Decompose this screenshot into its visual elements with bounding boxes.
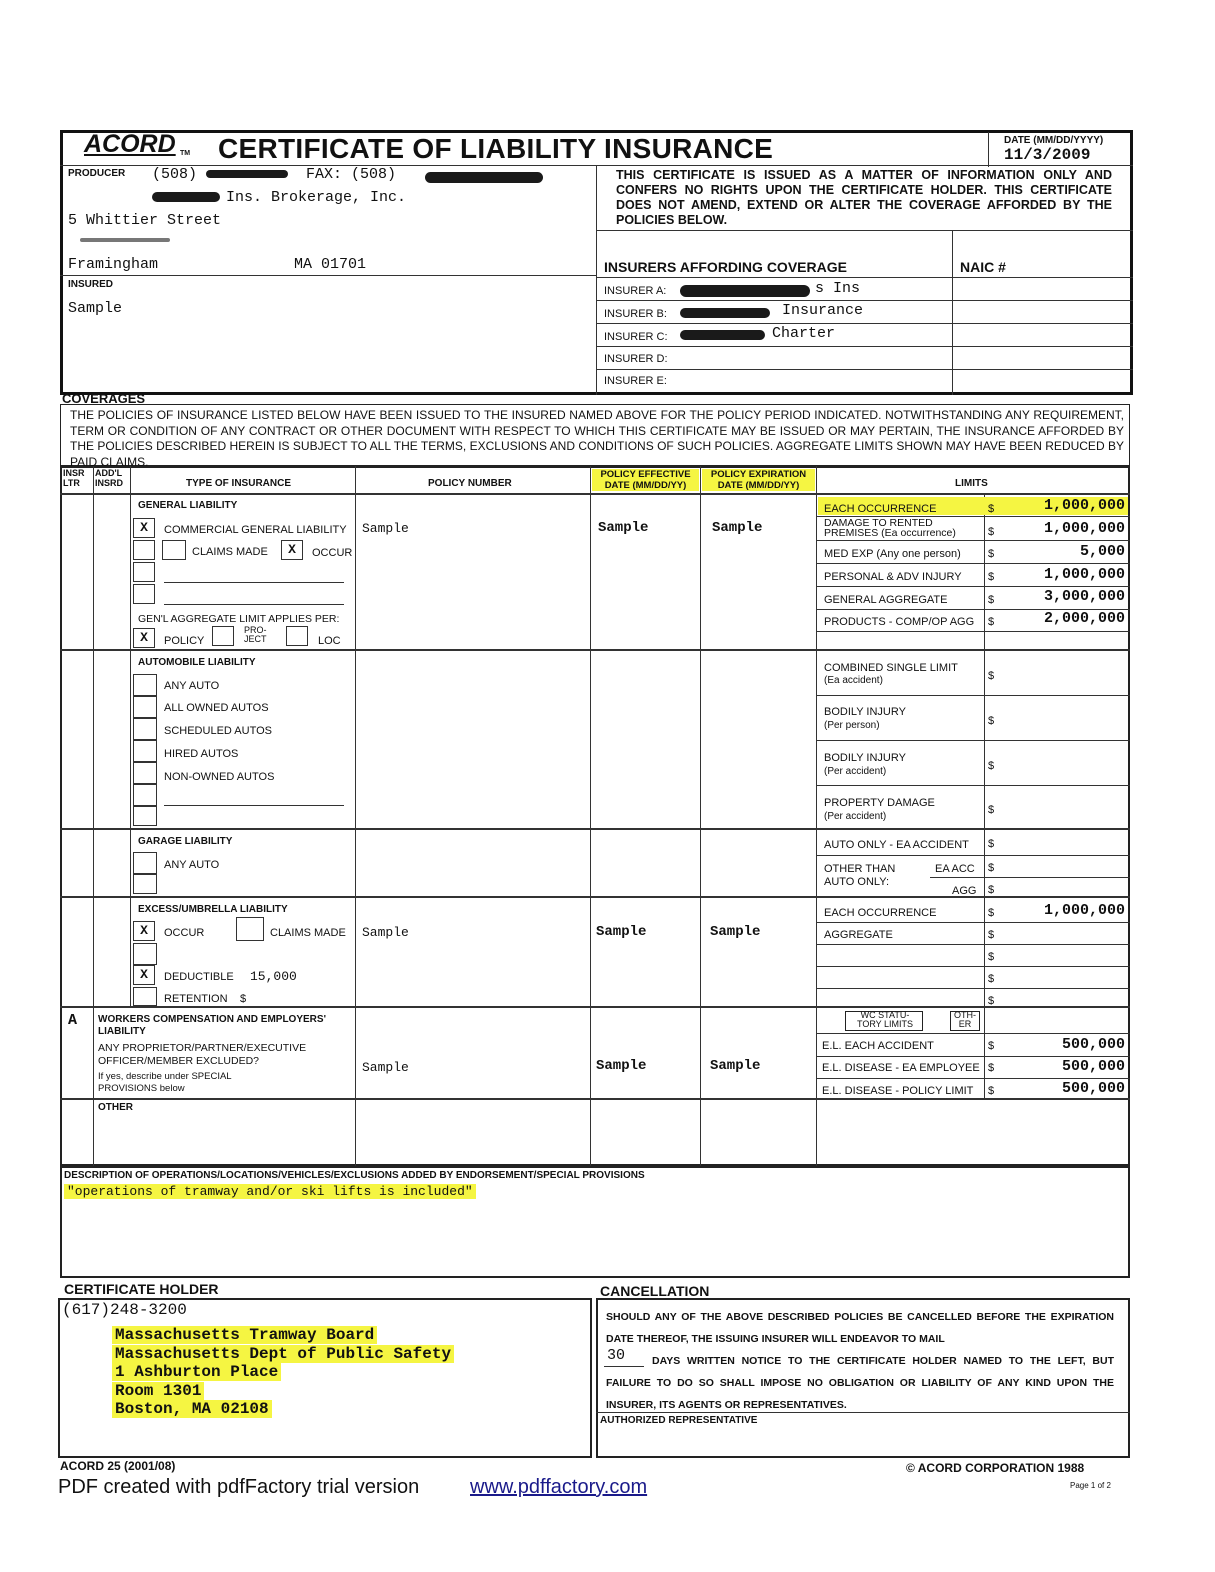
description-text: "operations of tramway and/or ski lifts is included" — [64, 1184, 476, 1199]
auto-limit-4-sub: (Per accident) — [824, 811, 887, 822]
pdf-factory-text: PDF created with pdfFactory trial version — [58, 1476, 420, 1498]
gl-limit-label-3: MED EXP (Any one person) — [824, 548, 961, 560]
garage-blank-checkbox[interactable] — [133, 874, 157, 894]
wc-other: OTH-ER — [954, 1010, 976, 1029]
auto-item-2: ALL OWNED AUTOS — [164, 702, 269, 714]
pdf-factory-link[interactable]: www.pdffactory.com — [470, 1476, 648, 1498]
holder-line-1: Massachusetts Tramway Board — [112, 1326, 377, 1344]
gl-limit-label-2: DAMAGE TO RENTED PREMISES (Ea occurrence) — [824, 517, 956, 539]
wc-question: ANY PROPRIETOR/PARTNER/EXECUTIVE OFFICER/MEMBER EXCLUDED? — [98, 1042, 307, 1067]
wc-heading: WORKERS COMPENSATION AND EMPLOYERS' LIABILITY — [98, 1014, 326, 1037]
garage-any-auto-checkbox[interactable] — [133, 852, 157, 874]
gl-dollar-4: $ — [988, 571, 995, 583]
col-type: TYPE OF INSURANCE — [186, 478, 292, 489]
cgl-checkbox[interactable]: X — [133, 518, 155, 538]
coverages-label: COVERAGES — [62, 391, 146, 406]
garage-agg: AGG — [952, 885, 977, 897]
producer-street: 5 Whittier Street — [68, 212, 222, 229]
wc-if-yes: If yes, describe under SPECIAL PROVISIONS below — [98, 1071, 232, 1094]
insurer-c-label: INSURER C: — [604, 331, 668, 343]
insurer-b-name: Insurance — [782, 302, 864, 319]
auto-item-1: ANY AUTO — [164, 680, 220, 692]
gl-dollar-6: $ — [988, 616, 995, 628]
holder-label: CERTIFICATE HOLDER — [64, 1281, 219, 1297]
retention-checkbox[interactable] — [133, 987, 157, 1006]
gl-agg-applies: GEN'L AGGREGATE LIMIT APPLIES PER: — [138, 613, 340, 625]
claims-made-label: CLAIMS MADE — [192, 546, 268, 558]
project-label: PRO-JECT — [244, 625, 267, 644]
acord-logo: ACORD — [84, 130, 176, 158]
policy-label: POLICY — [164, 635, 205, 647]
gl-blank-checkbox-3[interactable] — [133, 584, 155, 604]
wc-insurer-letter: A — [68, 1012, 78, 1029]
page-title: CERTIFICATE OF LIABILITY INSURANCE — [218, 133, 774, 164]
deductible-label: DEDUCTIBLE — [164, 971, 234, 983]
auto-limit-2: BODILY INJURY — [824, 706, 906, 718]
umbrella-aggregate: AGGREGATE — [824, 929, 893, 941]
insurer-b-label: INSURER B: — [604, 308, 667, 320]
gl-dollar-2: $ — [988, 526, 995, 538]
cancellation-days: 30 — [607, 1347, 626, 1364]
col-effective: POLICY EFFECTIVE DATE (MM/DD/YY) — [592, 469, 699, 491]
certificate-date: 11/3/2009 — [1004, 146, 1091, 164]
umbrella-each-occ-value: 1,000,000 — [1043, 902, 1125, 919]
auto-item-4: HIRED AUTOS — [164, 748, 239, 760]
gl-limit-value-5: 3,000,000 — [1043, 588, 1125, 605]
wc-limit-2: E.L. DISEASE - EA EMPLOYEE — [822, 1062, 980, 1074]
retention-dollar: $ — [240, 993, 247, 1005]
garage-any-auto: ANY AUTO — [164, 859, 220, 871]
non-owned-checkbox[interactable] — [133, 762, 157, 784]
umbrella-claims-made: CLAIMS MADE — [270, 927, 346, 939]
loc-label: LOC — [318, 635, 341, 647]
holder-phone: (617)248-3200 — [62, 1301, 187, 1319]
umbrella-heading: EXCESS/UMBRELLA LIABILITY — [138, 904, 288, 915]
auto-limit-3: BODILY INJURY — [824, 752, 906, 764]
insurer-d-label: INSURER D: — [604, 353, 668, 365]
auto-limit-1-sub: (Ea accident) — [824, 675, 883, 686]
auto-dollar-4: $ — [988, 804, 995, 816]
holder-line-4: Room 1301 — [112, 1382, 204, 1400]
coverages-text: THE POLICIES OF INSURANCE LISTED BELOW HAVE BEEN ISSUED TO THE INSURED NAMED ABOVE FOR THE POLICY PERIOD INDICATED. NOTWITHSTANDING ANY REQUIREMENT, TERM OR CONDITION OF ANY CONTRACT OR OTHER DOCUMENT WITH RESPECT TO WHICH THIS CERTIFICATE MAY BE ISSUED OR MAY PERTAIN, THE INSURANCE AFFORDED BY THE POLICIES DESCRIBED HEREIN IS SUBJECT TO ALL THE TERMS, EXCLUSIONS AND CONDITIONS OF SUCH POLICIES. AGGREGATE LIMITS SHOWN MAY HAVE BEEN REDUCED BY PAID CLAIMS. — [70, 408, 1124, 469]
gl-limit-value-3: 5,000 — [1079, 543, 1125, 560]
garage-auto-only: AUTO ONLY - EA ACCIDENT — [824, 839, 969, 851]
umbrella-occur-checkbox[interactable]: X — [133, 921, 155, 941]
cgl-label: COMMERCIAL GENERAL LIABILITY — [164, 524, 347, 536]
insurers-heading: INSURERS AFFORDING COVERAGE — [604, 259, 847, 275]
auto-limit-4: PROPERTY DAMAGE — [824, 797, 935, 809]
gl-limit-label-4: PERSONAL & ADV INJURY — [824, 571, 962, 583]
umbrella-occur: OCCUR — [164, 927, 205, 939]
umbrella-dollar-2: $ — [988, 929, 995, 941]
auto-heading: AUTOMOBILE LIABILITY — [138, 657, 256, 668]
umbrella-dollar-3: $ — [988, 951, 995, 963]
other-heading: OTHER — [98, 1102, 133, 1113]
producer-label: PRODUCER — [68, 168, 126, 179]
col-policy-number: POLICY NUMBER — [428, 478, 512, 489]
auto-dollar-3: $ — [988, 760, 995, 772]
auto-limit-1: COMBINED SINGLE LIMIT — [824, 662, 958, 674]
umbrella-dollar-1: $ — [988, 907, 995, 919]
project-checkbox[interactable] — [212, 626, 234, 646]
holder-line-2: Massachusetts Dept of Public Safety — [112, 1345, 454, 1363]
wc-limit-value-3: 500,000 — [1061, 1080, 1125, 1097]
certificate-notice: THIS CERTIFICATE IS ISSUED AS A MATTER OF INFORMATION ONLY AND CONFERS NO RIGHTS UPON THE CERTIFICATE HOLDER. THIS CERTIFICATE DOES NOT AMEND, EXTEND OR ALTER THE COVERAGE AFFORDED BY THE POLICIES BELOW. — [616, 168, 1112, 227]
producer-company: Ins. Brokerage, Inc. — [226, 189, 407, 206]
umbrella-blank-checkbox[interactable] — [133, 943, 157, 965]
umbrella-each-occ: EACH OCCURRENCE — [824, 907, 937, 919]
umbrella-expiration-date: Sample — [710, 924, 761, 940]
gl-dollar-3: $ — [988, 548, 995, 560]
wc-policy-number: Sample — [362, 1060, 409, 1075]
page-number: Page 1 of 2 — [1070, 1481, 1111, 1490]
producer-state-zip: MA 01701 — [294, 256, 367, 273]
occur-label: OCCUR — [312, 547, 353, 559]
auto-item-5: NON-OWNED AUTOS — [164, 771, 275, 783]
loc-checkbox[interactable] — [286, 626, 308, 646]
umbrella-policy-number: Sample — [362, 925, 409, 940]
col-expiration: POLICY EXPIRATION DATE (MM/DD/YY) — [702, 469, 815, 491]
col-insr-ltr: INSR LTR — [63, 468, 85, 488]
insurer-a-name: s Ins — [815, 280, 861, 297]
wc-limit-3: E.L. DISEASE - POLICY LIMIT — [822, 1085, 974, 1097]
authorized-rep-label: AUTHORIZED REPRESENTATIVE — [600, 1415, 758, 1426]
wc-limit-value-1: 500,000 — [1061, 1036, 1125, 1053]
cancellation-label: CANCELLATION — [600, 1283, 710, 1299]
gl-blank-checkbox-2[interactable] — [133, 562, 155, 582]
occur-checkbox[interactable]: X — [281, 540, 303, 560]
wc-dollar-1: $ — [988, 1040, 995, 1052]
holder-line-3: 1 Ashburton Place — [112, 1363, 281, 1381]
policy-checkbox[interactable]: X — [133, 628, 155, 648]
all-owned-checkbox[interactable] — [133, 696, 157, 718]
form-number: ACORD 25 (2001/08) — [60, 1459, 176, 1473]
gl-dollar-1: $ — [988, 503, 995, 515]
gl-dollar-5: $ — [988, 594, 995, 606]
umbrella-dollar-4: $ — [988, 973, 995, 985]
date-label: DATE (MM/DD/YYYY) — [1004, 135, 1104, 146]
umbrella-effective-date: Sample — [596, 924, 647, 940]
cancellation-text-2: DAYS WRITTEN NOTICE TO THE CERTIFICATE HOLDER NAMED TO THE LEFT, BUT FAILURE TO DO SO SHALL IMPOSE NO OBLIGATION OR LIABILITY OF ANY KIND UPON THE INSURER, ITS AGENTS OR REPRESENTATIVES. — [606, 1355, 1114, 1411]
auto-item-3: SCHEDULED AUTOS — [164, 725, 272, 737]
insured-label: INSURED — [68, 279, 114, 290]
gl-limit-value-1: 1,000,000 — [1043, 497, 1125, 514]
garage-ea-acc: EA ACC — [935, 863, 975, 875]
claims-made-checkbox[interactable] — [162, 540, 186, 560]
cancellation-text-1: SHOULD ANY OF THE ABOVE DESCRIBED POLICIES BE CANCELLED BEFORE THE EXPIRATION DATE THEREOF, THE ISSUING INSURER WILL ENDEAVOR TO MAIL — [606, 1311, 1114, 1345]
wc-expiration-date: Sample — [710, 1058, 761, 1074]
description-box — [60, 1166, 1130, 1278]
gl-policy-number: Sample — [362, 521, 409, 536]
wc-limit-1: E.L. EACH ACCIDENT — [822, 1040, 934, 1052]
scheduled-checkbox[interactable] — [133, 718, 157, 740]
naic-heading: NAIC # — [960, 259, 1006, 275]
insurer-a-label: INSURER A: — [604, 285, 667, 297]
umbrella-dollar-5: $ — [988, 995, 995, 1007]
garage-dollar-3: $ — [988, 884, 995, 896]
gl-limit-value-2: 1,000,000 — [1043, 520, 1125, 537]
gl-limit-value-6: 2,000,000 — [1043, 610, 1125, 627]
description-label: DESCRIPTION OF OPERATIONS/LOCATIONS/VEHICLES/EXCLUSIONS ADDED BY ENDORSEMENT/SPECIAL PROVISIONS — [64, 1170, 645, 1181]
deductible-value: 15,000 — [250, 969, 297, 984]
gl-blank-checkbox-1[interactable] — [133, 540, 155, 560]
gl-limit-label-1: EACH OCCURRENCE — [824, 503, 937, 515]
auto-dollar-1: $ — [988, 670, 995, 682]
wc-limit-value-2: 500,000 — [1061, 1058, 1125, 1075]
auto-limit-2-sub: (Per person) — [824, 720, 880, 731]
auto-limit-3-sub: (Per accident) — [824, 766, 887, 777]
insurer-e-label: INSURER E: — [604, 375, 667, 387]
copyright: © ACORD CORPORATION 1988 — [906, 1461, 1085, 1475]
gl-limit-value-4: 1,000,000 — [1043, 566, 1125, 583]
auto-dollar-2: $ — [988, 715, 995, 727]
umbrella-claims-checkbox[interactable] — [236, 917, 264, 941]
wc-effective-date: Sample — [596, 1058, 647, 1074]
wc-dollar-3: $ — [988, 1085, 995, 1097]
deductible-checkbox[interactable]: X — [133, 965, 155, 985]
producer-city: Framingham — [68, 256, 159, 273]
col-limits: LIMITS — [955, 478, 988, 489]
gl-limit-label-6: PRODUCTS - COMP/OP AGG — [824, 616, 975, 628]
gl-expiration-date: Sample — [712, 520, 763, 536]
wc-statutory: WC STATU-TORY LIMITS — [856, 1010, 914, 1029]
garage-dollar-2: $ — [988, 862, 995, 874]
retention-label: RETENTION — [164, 993, 228, 1005]
hired-checkbox[interactable] — [133, 740, 157, 762]
holder-line-5: Boston, MA 02108 — [112, 1400, 272, 1418]
insurer-c-name: Charter — [772, 325, 836, 342]
garage-heading: GARAGE LIABILITY — [138, 836, 233, 847]
acord-tm: TM — [180, 150, 191, 157]
garage-dollar-1: $ — [988, 838, 995, 850]
wc-dollar-2: $ — [988, 1062, 995, 1074]
col-addl-insrd: ADD'L INSRD — [95, 468, 124, 488]
auto-blank-checkbox-2[interactable] — [133, 806, 157, 826]
any-auto-checkbox[interactable] — [133, 674, 157, 696]
gl-heading: GENERAL LIABILITY — [138, 500, 238, 511]
gl-limit-label-5: GENERAL AGGREGATE — [824, 594, 948, 606]
producer-fax: FAX: (508) — [306, 166, 397, 183]
auto-blank-checkbox-1[interactable] — [133, 784, 157, 806]
producer-phone: (508) — [152, 166, 198, 183]
gl-effective-date: Sample — [598, 520, 649, 536]
garage-other-than: OTHER THAN AUTO ONLY: — [824, 863, 896, 888]
insured-name: Sample — [68, 300, 123, 317]
